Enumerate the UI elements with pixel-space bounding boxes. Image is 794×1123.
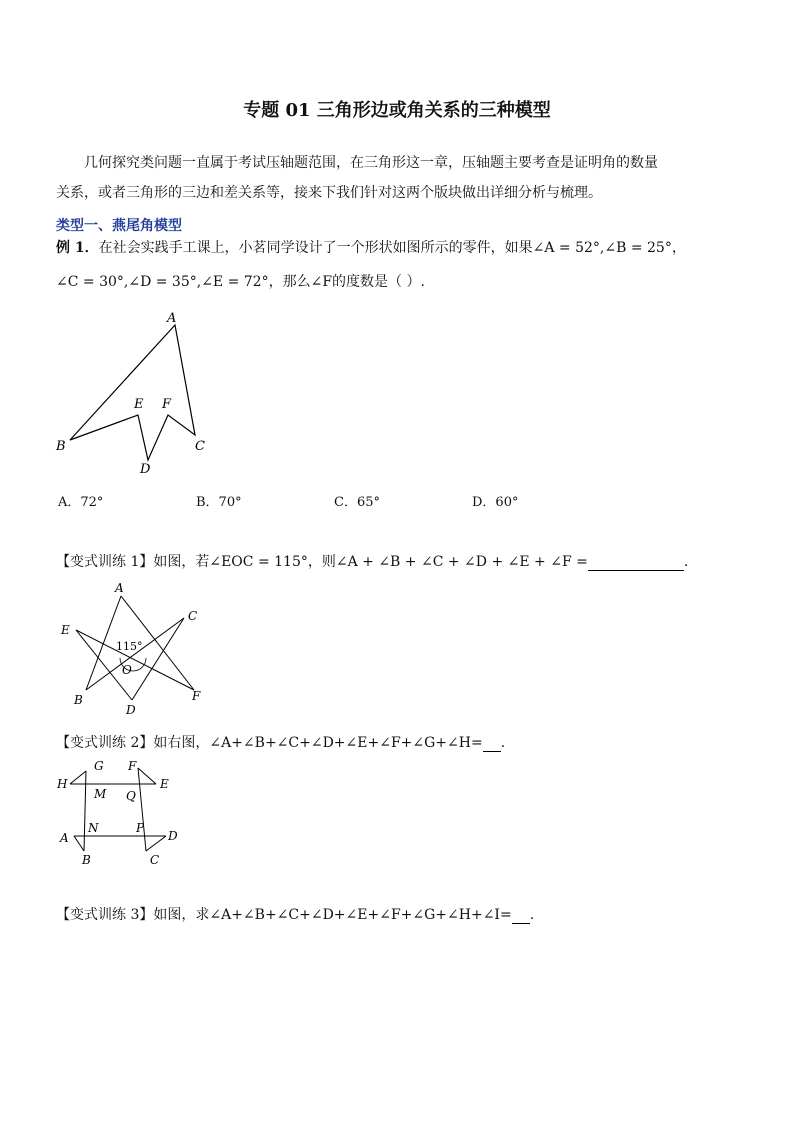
fig3-label-b: B	[82, 853, 91, 867]
fig2-label-f: F	[192, 689, 201, 703]
fig3-label-e: E	[160, 777, 169, 791]
fig2-label-d: D	[126, 703, 136, 717]
variant1-text: 【变式训练 1】如图，若∠EOC = 115°，则∠A + ∠B + ∠C + ∠D + ∠E + ∠F =	[56, 554, 588, 570]
fig3-label-q: Q	[126, 789, 136, 803]
fig3-label-m: M	[94, 787, 107, 801]
variant2-suffix: .	[500, 735, 506, 751]
fig2-label-e: E	[61, 623, 70, 637]
example1-label: 例 1．	[56, 240, 99, 256]
variant3-answer-blank[interactable]	[512, 911, 530, 924]
example1-line2: ∠C = 30°,∠D = 35°,∠E = 72°，那么∠F的度数是（ ）.	[56, 274, 425, 290]
fig1-label-e: E	[134, 397, 144, 412]
choice-d[interactable]: D．60°	[472, 495, 519, 510]
fig1-label-b: B	[56, 439, 66, 454]
example1-figure	[50, 305, 230, 480]
fig3-label-d: D	[168, 829, 178, 843]
choice-c[interactable]: C．65°	[334, 495, 380, 510]
fig3-label-f: F	[128, 759, 137, 773]
variant1-figure	[56, 578, 216, 720]
fig3-label-p: P	[136, 821, 145, 835]
fig2-label-b: B	[74, 693, 83, 707]
fig3-label-g: G	[94, 759, 104, 773]
variant3-suffix: .	[529, 907, 535, 923]
variant2-figure	[54, 756, 194, 868]
fig2-label-a: A	[115, 581, 124, 595]
fig1-label-d: D	[140, 462, 151, 477]
choice-b[interactable]: B．70°	[196, 495, 242, 510]
variant1-question	[56, 551, 756, 571]
fig2-label-c: C	[188, 609, 198, 623]
choice-a[interactable]: A．72°	[58, 495, 104, 510]
type1-heading: 类型一、燕尾角模型	[56, 218, 182, 234]
variant1-answer-blank[interactable]	[588, 556, 684, 571]
fig2-angle-label: 115°	[116, 640, 143, 653]
variant2-answer-blank[interactable]	[483, 739, 501, 752]
intro-paragraph-line1: 几何探究类问题一直属于考试压轴题范围，在三角形这一章，压轴题主要考查是证明角的数量	[84, 155, 658, 171]
example1-question	[56, 237, 756, 257]
variant2-text: 【变式训练 2】如右图，∠A+∠B+∠C+∠D+∠E+∠F+∠G+∠H=	[56, 735, 483, 751]
variant3-text: 【变式训练 3】如图，求∠A+∠B+∠C+∠D+∠E+∠F+∠G+∠H+∠I=	[56, 907, 512, 923]
example1-text: 在社会实践手工课上，小茗同学设计了一个形状如图所示的零件，如果∠A = 52°,∠B = 25°，	[98, 240, 686, 256]
fig1-label-a: A	[167, 311, 177, 326]
fig3-label-c: C	[150, 853, 160, 867]
fig3-label-n: N	[88, 821, 99, 835]
fig1-label-c: C	[195, 439, 205, 454]
variant1-suffix: .	[683, 554, 689, 570]
fig3-label-a: A	[60, 831, 69, 845]
fig3-label-h: H	[57, 777, 68, 791]
fig2-label-o: O	[122, 663, 132, 677]
intro-paragraph-line2: 关系，或者三角形的三边和差关系等，接来下我们针对这两个版块做出详细分析与梳理。	[56, 185, 602, 201]
page-title: 专题 01 三角形边或角关系的三种模型	[243, 100, 551, 121]
variant3-question	[56, 904, 756, 924]
fig1-label-f: F	[162, 397, 172, 412]
variant2-question	[56, 732, 756, 752]
